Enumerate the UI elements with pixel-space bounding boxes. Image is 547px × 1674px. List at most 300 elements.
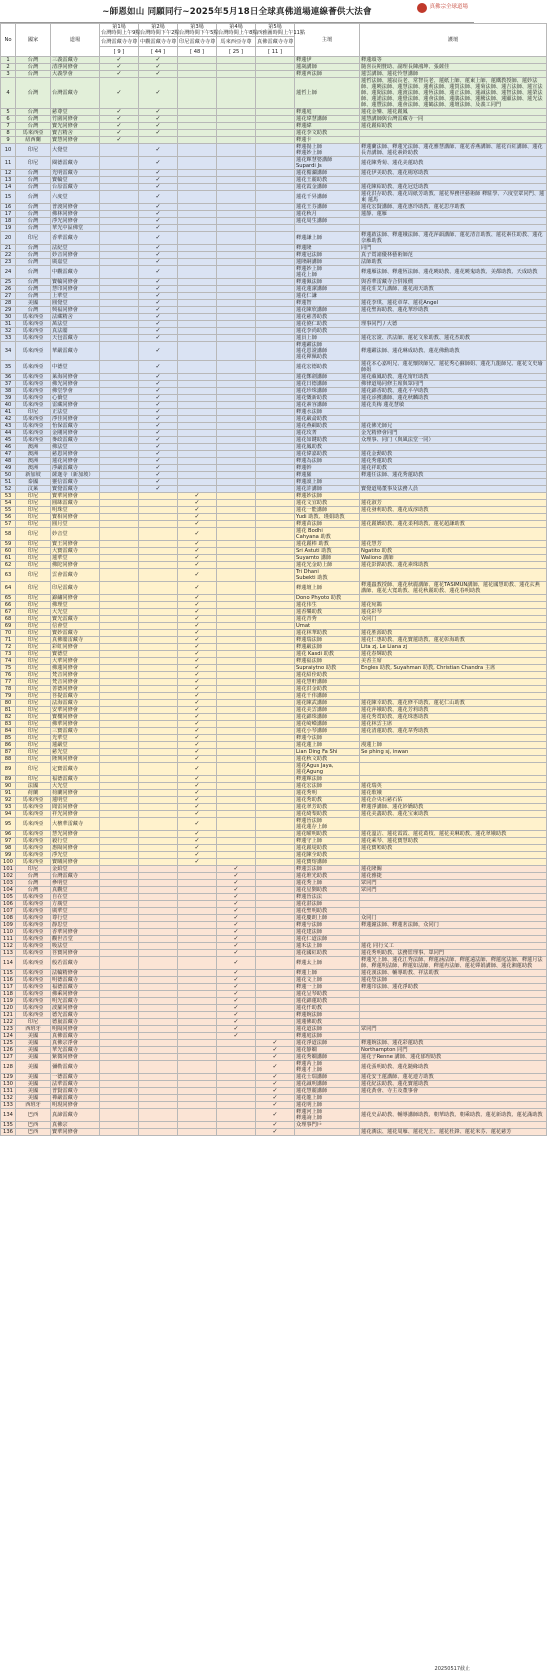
row-no: 120 xyxy=(1,1005,16,1012)
row-session-4-check xyxy=(217,790,256,797)
row-session-3-check xyxy=(178,177,217,184)
row-session-1-check xyxy=(100,465,139,472)
row-no: 74 xyxy=(1,658,16,665)
row-session-5-check xyxy=(256,658,295,665)
row-site: 華嚴雷藏寺 xyxy=(51,342,100,361)
row-session-3-check xyxy=(178,423,217,430)
row-session-1-check xyxy=(100,307,139,314)
row-session-2-check: ✓ xyxy=(139,177,178,184)
row-session-4-check xyxy=(217,116,256,123)
table-row xyxy=(1,922,547,929)
row-session-2-check: ✓ xyxy=(139,225,178,232)
table-row xyxy=(1,500,547,507)
row-host: 蓮花鄭劍講師 xyxy=(295,374,360,381)
row-country: 印尼 xyxy=(16,686,51,693)
row-site: 金鉛堂 xyxy=(51,866,100,873)
table-row xyxy=(1,790,547,797)
row-session-4-check xyxy=(217,548,256,555)
row-session-5-check xyxy=(256,901,295,908)
row-session-3-check: ✓ xyxy=(178,811,217,818)
row-session-4-check xyxy=(217,395,256,402)
row-session-1-check: ✓ xyxy=(100,116,139,123)
row-session-4-check xyxy=(217,444,256,451)
row-no: 115 xyxy=(1,970,16,977)
row-session-5-check xyxy=(256,707,295,714)
table-row xyxy=(1,225,547,232)
row-session-5-check xyxy=(256,521,295,528)
row-personnel: 真子賞諸優林藝術師范 xyxy=(360,252,547,259)
row-session-5-check xyxy=(256,873,295,880)
row-no: 29 xyxy=(1,307,16,314)
row-session-4-check xyxy=(217,693,256,700)
row-personnel: 蓮花美鑫助教、蓮花宝東助教 xyxy=(360,811,547,818)
row-no: 79 xyxy=(1,693,16,700)
row-site: 廣華堂 xyxy=(51,908,100,915)
row-session-4-check xyxy=(217,472,256,479)
row-site: 明珠堂 xyxy=(51,507,100,514)
row-personnel xyxy=(360,493,547,500)
row-site: 法海雷藏寺 xyxy=(51,700,100,707)
row-session-1-check xyxy=(100,218,139,225)
row-site: 一德雷藏寺 xyxy=(51,1074,100,1081)
row-session-3-check: ✓ xyxy=(178,700,217,707)
row-session-3-check xyxy=(178,130,217,137)
row-host: 蓮花素容講師 xyxy=(295,402,360,409)
row-session-2-check: ✓ xyxy=(139,191,178,204)
row-site: 妙音同修會 xyxy=(51,252,100,259)
row-session-4-check xyxy=(217,665,256,672)
row-session-1-check xyxy=(100,595,139,602)
row-no: 16 xyxy=(1,204,16,211)
row-session-5-check xyxy=(256,728,295,735)
row-session-1-check xyxy=(100,1088,139,1095)
row-no: 6 xyxy=(1,116,16,123)
cutoff-stamp: 20250517截止 xyxy=(434,1666,470,1672)
row-session-4-check xyxy=(217,286,256,293)
row-personnel: 蓮花淑芳 xyxy=(360,500,547,507)
row-country: 馬來西亞 xyxy=(16,915,51,922)
row-host: 釋蓮羅 xyxy=(295,472,360,479)
table-row xyxy=(1,742,547,749)
row-session-4-check xyxy=(217,328,256,335)
row-host: 蓮花日德講師 xyxy=(295,381,360,388)
row-session-1-check xyxy=(100,451,139,458)
row-session-4-check xyxy=(217,245,256,252)
row-country: 台灣 xyxy=(16,177,51,184)
row-session-5-check xyxy=(256,562,295,569)
row-no: 68 xyxy=(1,616,16,623)
row-no: 19 xyxy=(1,225,16,232)
table-row xyxy=(1,707,547,714)
table-row xyxy=(1,936,547,943)
row-session-3-check xyxy=(178,957,217,970)
row-session-4-check xyxy=(217,500,256,507)
row-session-5-check xyxy=(256,225,295,232)
row-site: 福德雷藏寺 xyxy=(51,776,100,783)
row-session-2-check xyxy=(139,609,178,616)
row-site: 惠陽同修會 xyxy=(51,845,100,852)
row-personnel: 蓮花林雲主席 xyxy=(360,721,547,728)
table-row xyxy=(1,665,547,672)
table-row xyxy=(1,929,547,936)
row-country: 印尼 xyxy=(16,562,51,569)
row-host: 蓮花麗棒 助教 xyxy=(295,541,360,548)
row-no: 24 xyxy=(1,266,16,279)
row-host: 釋蓮晉法師 蓮花蓮存上師 xyxy=(295,818,360,831)
row-no: 97 xyxy=(1,838,16,845)
row-session-5-check xyxy=(256,279,295,286)
row-session-3-check: ✓ xyxy=(178,602,217,609)
row-no: 45 xyxy=(1,437,16,444)
row-session-2-check: ✓ xyxy=(139,314,178,321)
row-session-3-check: ✓ xyxy=(178,845,217,852)
row-no: 10 xyxy=(1,144,16,157)
row-session-3-check xyxy=(178,71,217,78)
row-session-2-check xyxy=(139,1047,178,1054)
row-host: 蓮花霞金講師 xyxy=(295,184,360,191)
row-host: 蓮花美雲講師 xyxy=(295,707,360,714)
row-personnel xyxy=(360,444,547,451)
table-row xyxy=(1,866,547,873)
row-session-2-check xyxy=(139,998,178,1005)
row-session-1-check xyxy=(100,756,139,763)
row-session-4-check xyxy=(217,144,256,157)
row-no: 14 xyxy=(1,184,16,191)
col-session-3: 第3場 台灣時間下午5點 xyxy=(179,24,219,36)
row-personnel: 众同门 xyxy=(360,915,547,922)
row-session-5-check xyxy=(256,818,295,831)
row-site: 光華堂 xyxy=(51,735,100,742)
row-site: 金剛同修會 xyxy=(51,430,100,437)
row-country: 馬來西亞 xyxy=(16,328,51,335)
row-site: 慈恩同修會 xyxy=(51,451,100,458)
row-host: 釋蓮嚴法師 xyxy=(295,644,360,651)
count-2: [ 44 ] xyxy=(139,47,178,57)
table-row xyxy=(1,286,547,293)
row-session-3-check xyxy=(178,866,217,873)
row-host: 釋蓮上師 xyxy=(295,970,360,977)
table-row xyxy=(1,116,547,123)
row-personnel xyxy=(360,763,547,776)
row-session-5-check xyxy=(256,776,295,783)
row-personnel: 蓮花春輝助教 xyxy=(360,651,547,658)
table-row xyxy=(1,894,547,901)
row-host: 蓮花聖明助教 xyxy=(295,908,360,915)
row-session-1-check xyxy=(100,374,139,381)
row-no: 5 xyxy=(1,109,16,116)
col-no: No xyxy=(1,24,16,57)
row-country: 馬來西亞 xyxy=(16,374,51,381)
row-site: 善德同修會 xyxy=(51,686,100,693)
table-row xyxy=(1,507,547,514)
row-site: 祥光同修會 xyxy=(51,811,100,818)
row-no: 133 xyxy=(1,1102,16,1109)
row-session-4-check xyxy=(217,700,256,707)
row-session-5-check xyxy=(256,950,295,957)
row-session-1-check xyxy=(100,541,139,548)
row-session-2-check xyxy=(139,866,178,873)
row-host: 蓮花國紅助教 xyxy=(295,950,360,957)
table-row xyxy=(1,204,547,211)
row-no: 73 xyxy=(1,651,16,658)
row-host: 蓮花道法師 xyxy=(295,1026,360,1033)
row-site: 淨佳同修會 xyxy=(51,416,100,423)
row-no: 39 xyxy=(1,395,16,402)
row-session-1-check xyxy=(100,991,139,998)
row-no: 1 xyxy=(1,57,16,64)
row-session-4-check: ✓ xyxy=(217,915,256,922)
row-no: 20 xyxy=(1,232,16,245)
row-no: 104 xyxy=(1,887,16,894)
row-session-2-check xyxy=(139,936,178,943)
row-session-2-check xyxy=(139,1012,178,1019)
row-no: 114 xyxy=(1,957,16,970)
row-no: 17 xyxy=(1,211,16,218)
table-row xyxy=(1,64,547,71)
row-no: 77 xyxy=(1,679,16,686)
row-session-1-check xyxy=(100,818,139,831)
row-session-2-check: ✓ xyxy=(139,232,178,245)
row-session-1-check xyxy=(100,831,139,838)
row-session-3-check: ✓ xyxy=(178,797,217,804)
row-session-4-check xyxy=(217,307,256,314)
row-host: 釋蓮為法師 xyxy=(295,458,360,465)
row-session-1-check xyxy=(100,521,139,528)
row-site: 佛堂學會 xyxy=(51,388,100,395)
row-session-3-check: ✓ xyxy=(178,707,217,714)
row-host: 蓮花蓮潔講師 xyxy=(295,286,360,293)
row-host: 蓮香樂助教 xyxy=(295,609,360,616)
row-site: 佛乘同修會 xyxy=(51,991,100,998)
table-row xyxy=(1,57,547,64)
table-row xyxy=(1,548,547,555)
row-session-5-check xyxy=(256,1012,295,1019)
row-country: 馬來西亞 xyxy=(16,321,51,328)
row-site: 淨光同修會 xyxy=(51,218,100,225)
row-session-5-check xyxy=(256,623,295,630)
row-personnel: 蓮花聖海助教、蓮花華珍助教 xyxy=(360,307,547,314)
row-session-5-check xyxy=(256,845,295,852)
row-session-1-check xyxy=(100,797,139,804)
row-session-1-check xyxy=(100,528,139,541)
row-session-3-check: ✓ xyxy=(178,644,217,651)
row-host: 蓮花慧麗講師 xyxy=(295,1088,360,1095)
row-session-5-check xyxy=(256,486,295,493)
row-session-5-check xyxy=(256,783,295,790)
row-session-5-check xyxy=(256,637,295,644)
row-session-1-check xyxy=(100,894,139,901)
row-country: 台灣 xyxy=(16,71,51,78)
row-site: 大寶雷藏寺 xyxy=(51,548,100,555)
row-country: 馬來西亞 xyxy=(16,437,51,444)
table-row xyxy=(1,409,547,416)
row-session-4-check xyxy=(217,728,256,735)
row-session-5-check xyxy=(256,693,295,700)
row-personnel xyxy=(360,225,547,232)
row-no: 13 xyxy=(1,177,16,184)
row-session-3-check: ✓ xyxy=(178,693,217,700)
row-session-4-check xyxy=(217,437,256,444)
table-row xyxy=(1,259,547,266)
row-personnel xyxy=(360,693,547,700)
table-row xyxy=(1,232,547,245)
row-session-3-check xyxy=(178,78,217,109)
row-site: 三寶雷藏寺 xyxy=(51,728,100,735)
row-personnel xyxy=(360,623,547,630)
row-session-2-check xyxy=(139,977,178,984)
row-session-4-check xyxy=(217,493,256,500)
row-session-1-check xyxy=(100,984,139,991)
table-row xyxy=(1,423,547,430)
row-session-3-check: ✓ xyxy=(178,630,217,637)
table-row xyxy=(1,342,547,361)
row-session-1-check xyxy=(100,838,139,845)
row-host: 釋蓮佩法師 xyxy=(295,279,360,286)
row-country: 印尼 xyxy=(16,409,51,416)
row-session-2-check xyxy=(139,845,178,852)
row-no: 41 xyxy=(1,409,16,416)
row-session-3-check xyxy=(178,1026,217,1033)
row-country: 印尼 xyxy=(16,735,51,742)
row-session-2-check: ✓ xyxy=(139,157,178,170)
row-personnel: 蓮花洪存助教、蓮花周紙芳助教、蓮花界務世藝術師 釋駐學、六度堂眾同門、蓮東 蓮馬 xyxy=(360,191,547,204)
row-session-2-check: ✓ xyxy=(139,328,178,335)
header-row xyxy=(1,24,547,37)
row-no: 66 xyxy=(1,602,16,609)
row-session-2-check: ✓ xyxy=(139,409,178,416)
row-session-5-check xyxy=(256,191,295,204)
row-session-2-check xyxy=(139,984,178,991)
row-session-1-check xyxy=(100,602,139,609)
row-session-3-check: ✓ xyxy=(178,569,217,582)
row-session-1-check xyxy=(100,409,139,416)
row-country: 法國 xyxy=(16,783,51,790)
row-session-2-check xyxy=(139,991,178,998)
row-personnel: 佛律道場同修主席與眾同門 xyxy=(360,381,547,388)
row-session-2-check xyxy=(139,1005,178,1012)
row-session-3-check xyxy=(178,894,217,901)
row-personnel xyxy=(360,859,547,866)
row-country: 美國 xyxy=(16,1054,51,1061)
row-session-2-check: ✓ xyxy=(139,116,178,123)
row-session-1-check xyxy=(100,486,139,493)
row-session-3-check xyxy=(178,991,217,998)
col-session-1: 第1場 台灣時間上午9點 xyxy=(101,24,141,36)
row-country: 印尼 xyxy=(16,644,51,651)
row-session-2-check xyxy=(139,679,178,686)
row-personnel: Engles 助教, Suyahman 助教, Christian Chandra 主席 xyxy=(360,665,547,672)
row-country: 印尼 xyxy=(16,595,51,602)
row-session-2-check xyxy=(139,595,178,602)
row-country: 馬來西亞 xyxy=(16,977,51,984)
row-session-4-check: ✓ xyxy=(217,866,256,873)
row-session-5-check xyxy=(256,493,295,500)
row-country: 印尼 xyxy=(16,514,51,521)
row-session-2-check xyxy=(139,1122,178,1129)
row-country: 台灣 xyxy=(16,279,51,286)
row-session-2-check xyxy=(139,714,178,721)
row-site: 明光雷藏寺 xyxy=(51,998,100,1005)
row-session-1-check xyxy=(100,679,139,686)
row-country: 馬來西亞 xyxy=(16,402,51,409)
row-session-2-check xyxy=(139,569,178,582)
row-session-1-check: ✓ xyxy=(100,78,139,109)
row-host: 蓮花文上師 xyxy=(295,977,360,984)
row-country: 台灣 xyxy=(16,211,51,218)
row-host: 釋蓮瑞法師 xyxy=(295,637,360,644)
row-session-4-check xyxy=(217,259,256,266)
row-session-4-check xyxy=(217,157,256,170)
row-session-4-check xyxy=(217,71,256,78)
row-personnel: 釋蓮婉法師、蓮花彩蓮助教 xyxy=(360,1040,547,1047)
row-session-1-check xyxy=(100,873,139,880)
row-session-4-check: ✓ xyxy=(217,908,256,915)
row-country: 印尼 xyxy=(16,714,51,721)
row-session-2-check xyxy=(139,1040,178,1047)
row-session-3-check xyxy=(178,922,217,929)
row-session-5-check xyxy=(256,943,295,950)
table-row xyxy=(1,1102,547,1109)
row-site: 真法閣 xyxy=(51,328,100,335)
row-session-4-check xyxy=(217,361,256,374)
row-session-2-check xyxy=(139,818,178,831)
row-country: 印尼 xyxy=(16,1019,51,1026)
row-personnel: Northampton 同門 xyxy=(360,1047,547,1054)
table-row xyxy=(1,1061,547,1074)
row-no: 102 xyxy=(1,873,16,880)
row-session-3-check xyxy=(178,451,217,458)
row-personnel: 蓮花仁惠助教、蓮花寶蓮助教、蓮花彰海助教 xyxy=(360,637,547,644)
row-session-2-check xyxy=(139,555,178,562)
row-session-5-check: ✓ xyxy=(256,1061,295,1074)
count-1: [ 9 ] xyxy=(100,47,139,57)
row-personnel: 釋蓮光上師、蓮花江秀法師、釋蓮涵法師、釋蓮遠法師、釋蓮庭法師、釋蓮月法師、釋蓮明法師、釋蓮如法師、釋蓮冉法師、蓮花嬋娟講師、蓮花湘蓮助教 xyxy=(360,957,547,970)
table-row xyxy=(1,714,547,721)
row-no: 126 xyxy=(1,1047,16,1054)
row-session-2-check: ✓ xyxy=(139,307,178,314)
row-host: 蓮花陳欣講師 xyxy=(295,307,360,314)
row-no: 15 xyxy=(1,191,16,204)
row-site: 香華雷藏寺 xyxy=(51,232,100,245)
row-session-1-check xyxy=(100,381,139,388)
row-session-1-check: ✓ xyxy=(100,109,139,116)
table-row xyxy=(1,672,547,679)
row-no: 3 xyxy=(1,71,16,78)
row-session-4-check xyxy=(217,644,256,651)
row-personnel: 蓮花 同行义工 xyxy=(360,943,547,950)
row-host: Suyamto 講師 xyxy=(295,555,360,562)
row-host: Supraiytno 助教 xyxy=(295,665,360,672)
row-site: 真觀堂 xyxy=(51,887,100,894)
row-country: 馬來西亞 xyxy=(16,804,51,811)
table-row xyxy=(1,1026,547,1033)
row-session-4-check xyxy=(217,707,256,714)
row-session-2-check xyxy=(139,1102,178,1109)
row-session-2-check: ✓ xyxy=(139,252,178,259)
table-row xyxy=(1,991,547,998)
row-session-5-check xyxy=(256,838,295,845)
row-session-4-check: ✓ xyxy=(217,984,256,991)
row-no: 83 xyxy=(1,721,16,728)
row-site: 佛林同修會 xyxy=(51,211,100,218)
row-country: 馬來西亞 xyxy=(16,838,51,845)
row-site: 中德堂 xyxy=(51,361,100,374)
row-session-1-check xyxy=(100,1129,139,1136)
table-row xyxy=(1,595,547,602)
row-session-4-check xyxy=(217,1088,256,1095)
row-site: 普賢雷藏寺 xyxy=(51,1088,100,1095)
row-country: 美國 xyxy=(16,1040,51,1047)
